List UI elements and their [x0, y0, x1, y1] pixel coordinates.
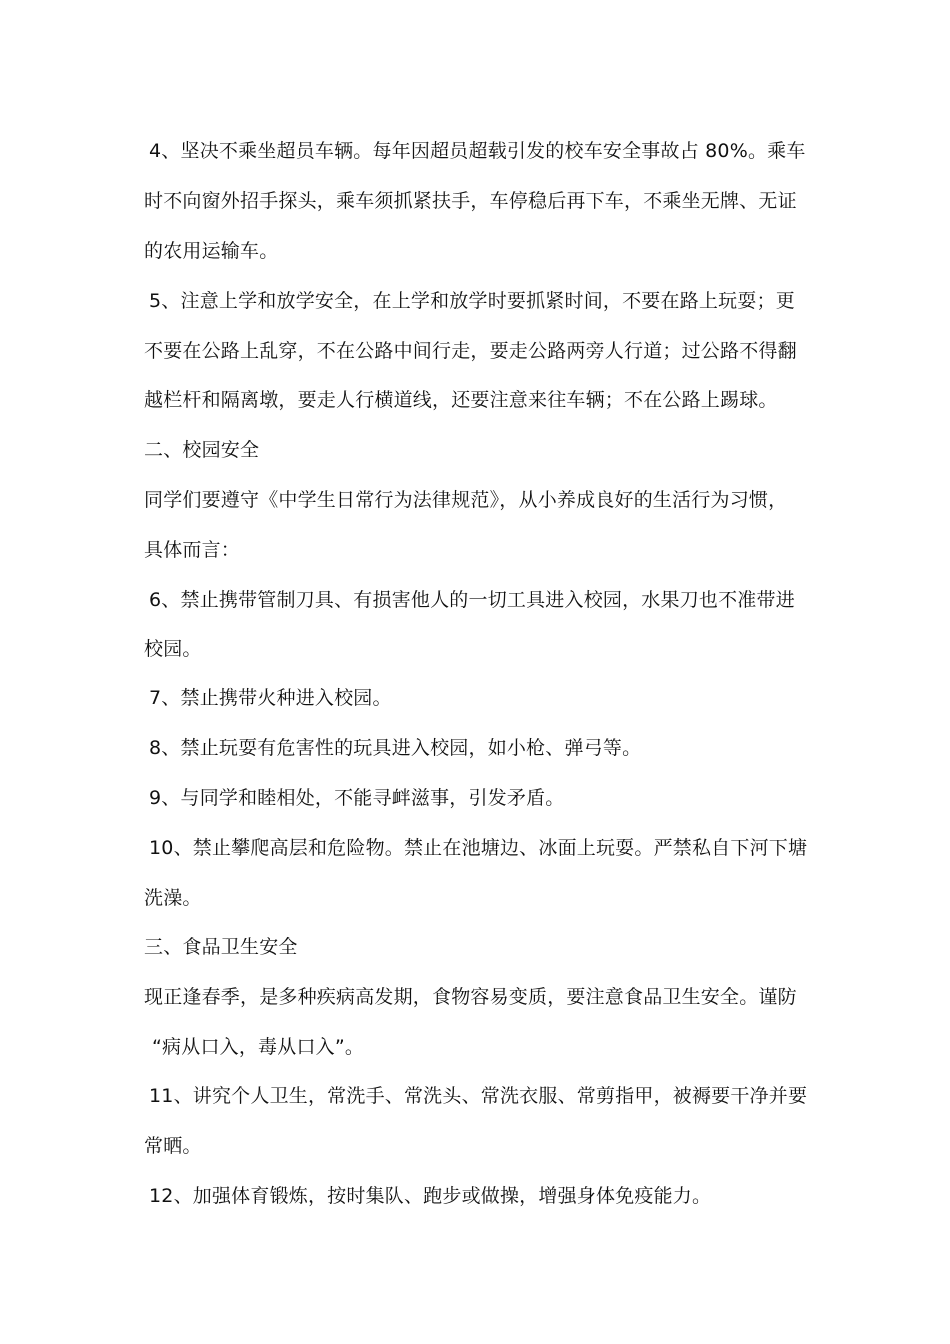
paragraph-line: 具体而言：: [144, 539, 241, 561]
section-heading: 三、食品卫生安全: [144, 936, 298, 958]
paragraph-line: 时不向窗外招手探头，乘车须抓紧扶手，车停稳后再下车，不乘坐无牌、无证: [144, 190, 797, 212]
paragraph-line: 10、禁止攀爬高层和危险物。禁止在池塘边、冰面上玩耍。严禁私自下河下塘: [149, 837, 808, 859]
paragraph-line: 11、讲究个人卫生，常洗手、常洗头、常洗衣服、常剪指甲，被褥要干净并要: [149, 1085, 808, 1107]
paragraph-line: 同学们要遵守《中学生日常行为法律规范》，从小养成良好的生活行为习惯，: [144, 489, 788, 511]
paragraph-line: 越栏杆和隔离墩，要走人行横道线，还要注意来往车辆；不在公路上踢球。: [144, 389, 778, 411]
paragraph-line: “病从口入，毒从口入”。: [152, 1036, 365, 1058]
paragraph-line: 现正逢春季，是多种疾病高发期，食物容易变质，要注意食品卫生安全。谨防: [144, 986, 797, 1008]
paragraph-line: 不要在公路上乱穿，不在公路中间行走，要走公路两旁人行道；过公路不得翻: [144, 340, 797, 362]
paragraph-line: 的农用运输车。: [144, 240, 279, 262]
paragraph-line: 校园。: [144, 638, 202, 660]
paragraph-line: 12、加强体育锻炼，按时集队、跑步或做操，增强身体免疫能力。: [149, 1185, 712, 1207]
paragraph-line: 常晒。: [144, 1135, 202, 1157]
paragraph-line: 4、坚决不乘坐超员车辆。每年因超员超载引发的校车安全事故占 80%。乘车: [149, 140, 806, 162]
paragraph-line: 7、禁止携带火种进入校园。: [149, 687, 392, 709]
paragraph-line: 5、注意上学和放学安全，在上学和放学时要抓紧时间，不要在路上玩耍；更: [149, 290, 795, 312]
paragraph-line: 9、与同学和睦相处，不能寻衅滋事，引发矛盾。: [149, 787, 565, 809]
paragraph-line: 洗澡。: [144, 887, 202, 909]
paragraph-line: 6、禁止携带管制刀具、有损害他人的一切工具进入校园，水果刀也不准带进: [149, 589, 795, 611]
paragraph-line: 8、禁止玩耍有危害性的玩具进入校园，如小枪、弹弓等。: [149, 737, 642, 759]
section-heading: 二、校园安全: [144, 439, 260, 461]
